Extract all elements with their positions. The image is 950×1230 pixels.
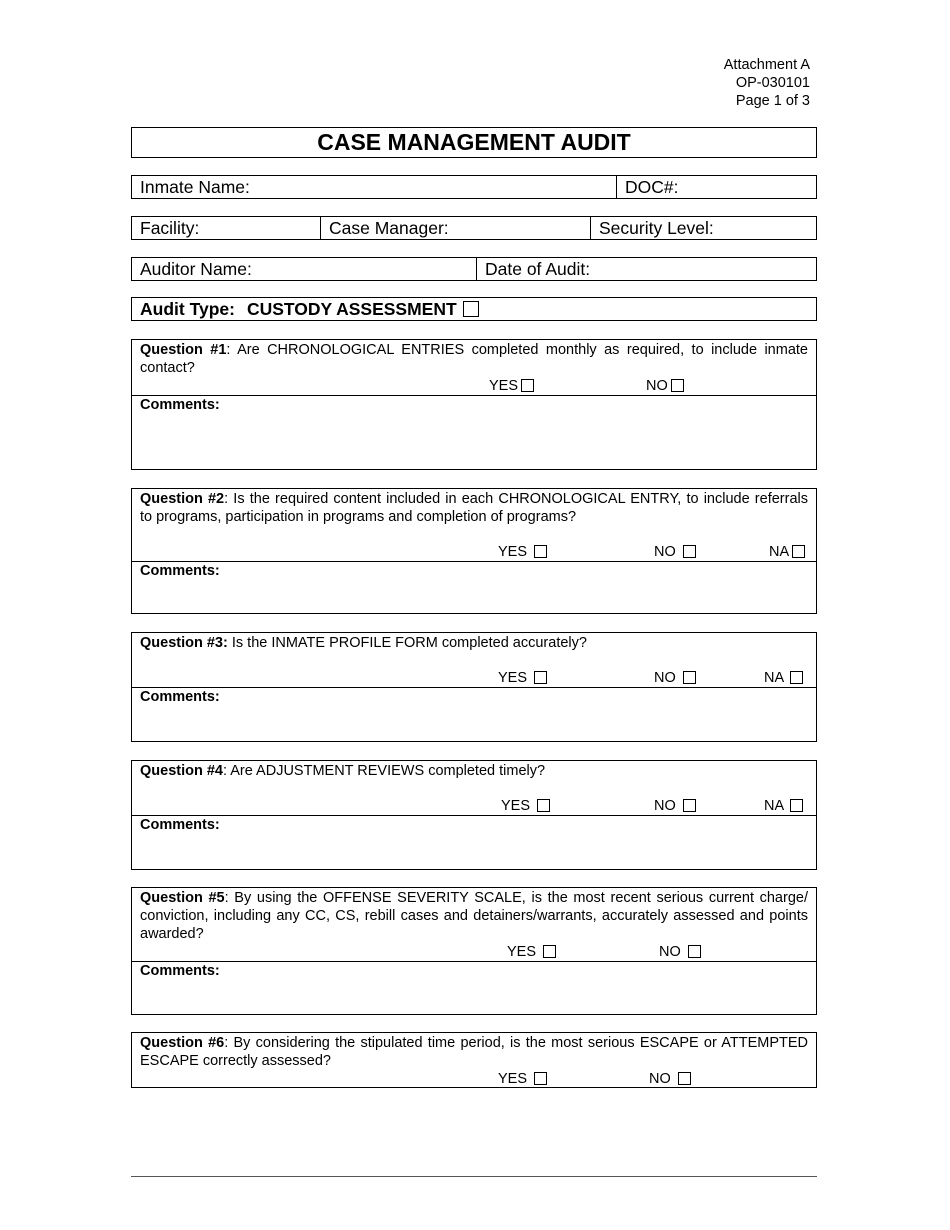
question-6 — [131, 1032, 817, 1088]
na-option[interactable]: NA — [764, 669, 803, 687]
audit-type-row — [131, 297, 817, 321]
question-text: : By using the OFFENSE SEVERITY SCALE, is the most recent serious current charge/ conviction, including any CC, CS, rebill cases and detainers/warrants, accurately assessed and points awarded? — [140, 890, 808, 942]
auditor-row — [131, 257, 817, 281]
comments-area[interactable] — [132, 395, 816, 472]
custody-assessment-checkbox[interactable] — [463, 301, 479, 317]
question-label: Question #1 — [140, 342, 227, 358]
yes-checkbox[interactable] — [543, 945, 556, 958]
inmate-row — [131, 175, 817, 199]
na-option[interactable]: NA — [769, 543, 805, 561]
question-text: Is the INMATE PROFILE FORM completed accurately? — [227, 635, 587, 651]
question-label: Question #2 — [140, 491, 225, 507]
answer-row — [132, 669, 816, 687]
question-4 — [131, 760, 817, 870]
comments-label: Comments: — [140, 397, 220, 413]
question-label: Question #5 — [140, 890, 225, 906]
question-label: Question #3: — [140, 635, 228, 651]
case-manager-field[interactable]: Case Manager: — [320, 217, 590, 239]
date-of-audit-field[interactable]: Date of Audit: — [476, 258, 816, 280]
page-number: Page 1 of 3 — [735, 93, 810, 109]
na-checkbox[interactable] — [790, 799, 803, 812]
answer-row — [132, 797, 816, 815]
facility-field[interactable]: Facility: — [140, 218, 200, 238]
no-option[interactable]: NO — [646, 377, 684, 395]
no-checkbox[interactable] — [683, 799, 696, 812]
inmate-name-field[interactable]: Inmate Name: — [140, 177, 250, 197]
no-checkbox[interactable] — [683, 671, 696, 684]
question-label: Question #4 — [140, 763, 223, 779]
yes-checkbox[interactable] — [521, 379, 534, 392]
no-checkbox[interactable] — [678, 1072, 691, 1085]
na-checkbox[interactable] — [792, 545, 805, 558]
no-checkbox[interactable] — [671, 379, 684, 392]
yes-option[interactable]: YES — [498, 669, 547, 687]
yes-option[interactable]: YES — [498, 543, 547, 561]
question-text: : Is the required content included in each CHRONOLOGICAL ENTRY, to include referrals to programs, participation in programs and completion of programs? — [140, 491, 808, 525]
doc-number-field[interactable]: DOC#: — [616, 176, 816, 198]
comments-area[interactable] — [132, 961, 816, 1017]
question-text: : By considering the stipulated time period, is the most serious ESCAPE or ATTEMPTED ESCAPE correctly assessed? — [140, 1035, 808, 1069]
no-option[interactable]: NO — [659, 943, 701, 961]
question-3 — [131, 632, 817, 742]
answer-row — [132, 377, 816, 395]
no-option[interactable]: NO — [654, 543, 696, 561]
comments-label: Comments: — [140, 563, 220, 579]
yes-option[interactable]: YES — [489, 377, 534, 395]
yes-option[interactable]: YES — [507, 943, 556, 961]
no-option[interactable]: NO — [649, 1070, 691, 1088]
question-1 — [131, 339, 817, 470]
na-option[interactable]: NA — [764, 797, 803, 815]
comments-label: Comments: — [140, 963, 220, 979]
no-checkbox[interactable] — [683, 545, 696, 558]
form-title: CASE MANAGEMENT AUDIT — [131, 127, 817, 158]
na-checkbox[interactable] — [790, 671, 803, 684]
comments-area[interactable] — [132, 561, 816, 615]
footer-divider — [131, 1176, 817, 1177]
yes-checkbox[interactable] — [534, 671, 547, 684]
yes-checkbox[interactable] — [534, 1072, 547, 1085]
document-number: OP-030101 — [735, 75, 810, 91]
yes-option[interactable]: YES — [501, 797, 550, 815]
audit-type-value: CUSTODY ASSESSMENT — [246, 299, 457, 319]
comments-label: Comments: — [140, 689, 220, 705]
no-option[interactable]: NO — [654, 797, 696, 815]
audit-type-label: Audit Type: — [140, 299, 235, 319]
page-header — [724, 56, 810, 110]
answer-row — [132, 543, 816, 561]
question-text: : Are CHRONOLOGICAL ENTRIES completed monthly as required, to include inmate contact? — [140, 342, 808, 376]
attachment-label: Attachment A — [723, 57, 810, 73]
comments-area[interactable] — [132, 687, 816, 743]
answer-row — [132, 943, 816, 961]
question-label: Question #6 — [140, 1035, 225, 1051]
yes-option[interactable]: YES — [498, 1070, 547, 1088]
comments-area[interactable] — [132, 815, 816, 871]
no-option[interactable]: NO — [654, 669, 696, 687]
question-text: : Are ADJUSTMENT REVIEWS completed timely? — [223, 763, 546, 779]
question-5 — [131, 887, 817, 1015]
facility-row — [131, 216, 817, 240]
yes-checkbox[interactable] — [534, 545, 547, 558]
answer-row — [132, 1070, 816, 1088]
comments-label: Comments: — [140, 817, 220, 833]
no-checkbox[interactable] — [688, 945, 701, 958]
yes-checkbox[interactable] — [537, 799, 550, 812]
question-2 — [131, 488, 817, 614]
security-level-field[interactable]: Security Level: — [590, 217, 816, 239]
auditor-name-field[interactable]: Auditor Name: — [140, 259, 252, 279]
